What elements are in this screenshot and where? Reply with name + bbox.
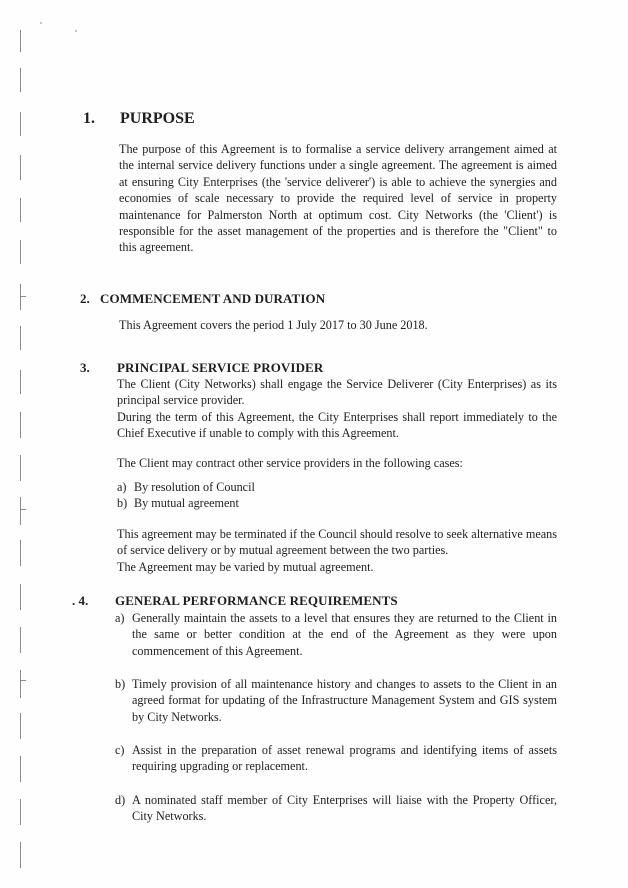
section-4-number: . 4.	[72, 593, 89, 608]
section-4-item-letter: a)	[115, 611, 125, 625]
binding-mark	[20, 584, 21, 610]
section-4-item: A nominated staff member of City Enterprises will liaise with the Property Officer, City Networks.	[132, 793, 557, 824]
binding-mark	[20, 198, 21, 222]
binding-mark	[20, 497, 21, 525]
binding-mark	[20, 370, 21, 394]
section-4-item: Timely provision of all maintenance history and changes to assets to the Client in an agreed format for updating of the Infrastructure Management System and GIS system by City Networks.	[132, 677, 557, 724]
binding-mark	[20, 112, 21, 136]
section-3-title: PRINCIPAL SERVICE PROVIDER	[117, 360, 324, 375]
section-3-number: 3.	[80, 360, 90, 375]
section-3-para-4: This agreement may be terminated if the Council should resolve to seek alternative means of service delivery or by mutual agreement between the two parties.	[117, 527, 557, 558]
section-3-list-item: By mutual agreement	[134, 496, 239, 510]
binding-mark	[20, 799, 21, 825]
section-2-body: This Agreement covers the period 1 July 2017 to 30 June 2018.	[119, 318, 428, 332]
section-1-title: PURPOSE	[120, 110, 195, 127]
section-3-para-5: The Agreement may be varied by mutual agreement.	[117, 560, 374, 574]
binding-mark	[20, 412, 21, 438]
section-3-list-item: By resolution of Council	[134, 480, 255, 494]
section-4-item-letter: b)	[115, 677, 126, 691]
section-4-item: Generally maintain the assets to a level that ensures they are returned to the Client in the same or better condition at the end of the Agreement as they were upon commencement of this Agreement.	[132, 611, 557, 658]
section-4-title: GENERAL PERFORMANCE REQUIREMENTS	[115, 593, 398, 608]
binding-mark	[20, 326, 21, 350]
binding-mark	[20, 240, 21, 264]
binding-mark	[20, 455, 21, 481]
binding-mark	[20, 296, 26, 297]
section-4-item-letter: c)	[115, 743, 125, 757]
binding-mark	[20, 284, 21, 310]
section-3-list-letter: a)	[117, 480, 127, 494]
section-3-para-1: The Client (City Networks) shall engage the Service Deliverer (City Enterprises) as its principal service provider.	[117, 377, 557, 408]
binding-mark	[20, 713, 21, 739]
scan-speck	[40, 22, 42, 24]
binding-mark	[20, 68, 21, 92]
section-3-para-3: The Client may contract other service providers in the following cases:	[117, 456, 463, 470]
section-4-item-letter: d)	[115, 793, 126, 807]
section-2-number: 2.	[80, 291, 90, 306]
binding-mark	[20, 670, 21, 698]
scan-speck	[75, 30, 77, 32]
binding-mark	[20, 680, 26, 681]
section-2-title: COMMENCEMENT AND DURATION	[100, 291, 326, 306]
binding-mark	[20, 155, 21, 180]
section-1-body: The purpose of this Agreement is to formalise a service delivery arrangement aimed at the internal service delivery functions under a single agreement. The agreement is aimed at ensuring City Enterprises (the 'service deliverer') is able to achieve the synergies and economies of scale necessary to provide the required level of service in property maintenance for Palmerston North at optimum cost. City Networks (the 'Client') is responsible for the asset management of the properties and is therefore the "Client" to this agreement.	[119, 142, 557, 255]
section-3-para-2: During the term of this Agreement, the City Enterprises shall report immediately to the Chief Executive if unable to comply with this Agreement.	[117, 410, 557, 441]
binding-mark	[20, 756, 21, 782]
section-4-item: Assist in the preparation of asset renewal programs and identifying items of assets requiring upgrading or replacement.	[132, 743, 557, 774]
section-1-number: 1.	[83, 110, 95, 127]
binding-mark	[20, 540, 21, 566]
binding-mark	[20, 842, 21, 868]
binding-mark	[20, 30, 21, 52]
section-3-list-letter: b)	[117, 496, 128, 510]
binding-mark	[20, 509, 26, 510]
binding-mark	[20, 627, 21, 653]
